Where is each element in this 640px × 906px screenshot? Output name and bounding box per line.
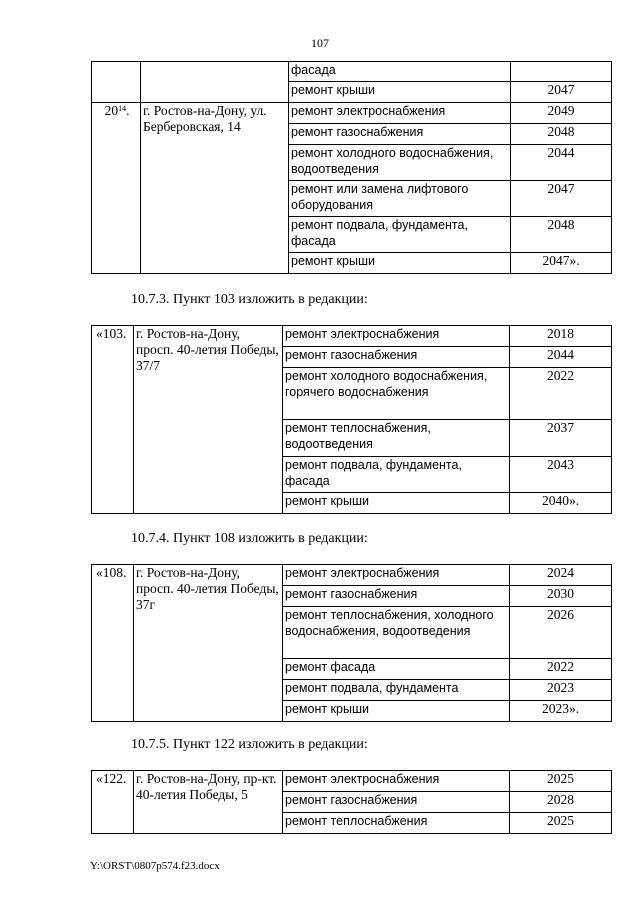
year-cell: 2025	[510, 813, 612, 834]
work-cell: ремонт фасада	[283, 659, 510, 680]
work-cell: ремонт крыши	[283, 493, 510, 514]
item-number: «108.	[92, 565, 134, 722]
work-cell: ремонт теплоснабжения, водоотведения	[283, 420, 510, 457]
empty-cell	[141, 62, 289, 103]
year-cell: 2030	[510, 586, 612, 607]
year-cell: 2047	[511, 181, 612, 217]
work-cell: ремонт крыши	[289, 82, 511, 103]
work-cell: ремонт электроснабжения	[283, 565, 510, 586]
work-cell: ремонт теплоснабжения	[283, 813, 510, 834]
work-cell: ремонт газоснабжения	[283, 347, 510, 368]
year-cell: 2044	[511, 145, 612, 181]
table-item-103	[91, 325, 612, 514]
work-cell: ремонт газоснабжения	[289, 124, 511, 145]
work-cell: ремонт крыши	[289, 253, 511, 274]
empty-cell	[92, 62, 141, 103]
work-cell: ремонт электроснабжения	[283, 771, 510, 792]
address-cell: г. Ростов-на-Дону, просп. 40-летия Победы, 37/7	[134, 326, 283, 514]
year-cell: 2025	[510, 771, 612, 792]
year-cell: 2048	[511, 124, 612, 145]
footer-filepath: Y:\ORST\0807p574.f23.docx	[90, 860, 220, 872]
address-cell: г. Ростов-на-Дону, просп. 40-летия Победы, 37г	[134, 565, 283, 722]
year-cell: 2022	[510, 659, 612, 680]
address-cell: г. Ростов-на-Дону, ул. Берберовская, 14	[141, 103, 289, 274]
year-cell: 2018	[510, 326, 612, 347]
year-cell: 2028	[510, 792, 612, 813]
year-cell: 2022	[510, 368, 612, 420]
table-item-20-14	[91, 61, 612, 274]
year-cell: 2023».	[510, 701, 612, 722]
work-cell: ремонт газоснабжения	[283, 586, 510, 607]
year-cell: 2044	[510, 347, 612, 368]
year-cell: 2048	[511, 217, 612, 253]
year-cell: 2026	[510, 607, 612, 659]
table-item-122	[91, 770, 612, 834]
paragraph-10-7-5: 10.7.5. Пункт 122 изложить в редакции:	[131, 737, 368, 752]
work-cell: фасада	[289, 62, 511, 82]
work-cell: ремонт электроснабжения	[283, 326, 510, 347]
item-number: «122.	[92, 771, 134, 834]
work-cell: ремонт подвала, фундамента, фасада	[289, 217, 511, 253]
address-cell: г. Ростов-на-Дону, пр-кт. 40-летия Победы, 5	[134, 771, 283, 834]
work-cell: ремонт электроснабжения	[289, 103, 511, 124]
work-cell: ремонт холодного водоснабжения, горячего водоснабжения	[283, 368, 510, 420]
year-cell: 2023	[510, 680, 612, 701]
year-cell: 2040».	[510, 493, 612, 514]
work-cell: ремонт газоснабжения	[283, 792, 510, 813]
year-cell: 2047	[511, 82, 612, 103]
item-number: «103.	[92, 326, 134, 514]
year-cell: 2043	[510, 457, 612, 493]
page-number: 107	[311, 36, 329, 50]
work-cell: ремонт подвала, фундамента	[283, 680, 510, 701]
table-item-108	[91, 564, 612, 722]
year-cell: 2024	[510, 565, 612, 586]
year-cell	[511, 62, 612, 82]
work-cell: ремонт холодного водоснабжения, водоотведения	[289, 145, 511, 181]
work-cell: ремонт или замена лифтового оборудования	[289, 181, 511, 217]
year-cell: 2049	[511, 103, 612, 124]
paragraph-10-7-3: 10.7.3. Пункт 103 изложить в редакции:	[131, 292, 368, 307]
work-cell: ремонт крыши	[283, 701, 510, 722]
work-cell: ремонт подвала, фундамента, фасада	[283, 457, 510, 493]
work-cell: ремонт теплоснабжения, холодного водоснабжения, водоотведения	[283, 607, 510, 659]
year-cell: 2047».	[511, 253, 612, 274]
paragraph-10-7-4: 10.7.4. Пункт 108 изложить в редакции:	[131, 531, 368, 546]
item-number: $20^{14}$.	[92, 103, 141, 274]
year-cell: 2037	[510, 420, 612, 457]
